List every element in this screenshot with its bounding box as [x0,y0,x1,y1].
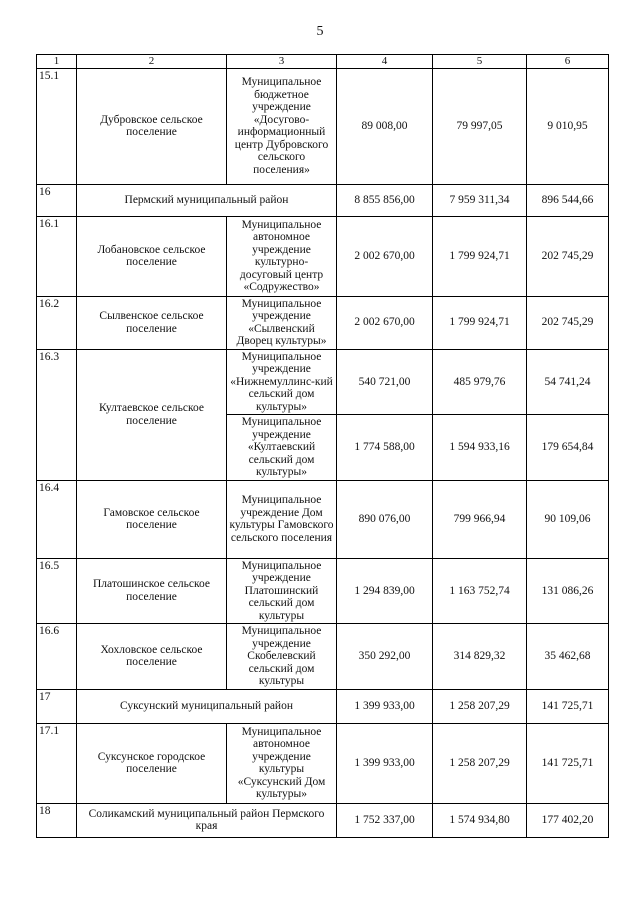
amount-col4: 1 399 933,00 [337,723,433,803]
amount-col6: 202 745,29 [527,216,609,296]
amount-col5: 485 979,76 [433,349,527,415]
page-number: 5 [316,24,324,39]
institution-name: Муниципальное бюджетное учреждение «Досугово-информационный центр Дубровского сельского поселения» [227,68,337,184]
column-number-row [37,55,609,69]
district-name: Пермский муниципальный район [77,184,337,216]
settlement-name: Хохловское сельское поселение [77,624,227,690]
amount-col6: 90 109,06 [527,480,609,558]
row-number: 16.1 [37,216,77,296]
institution-name: Муниципальное учреждение «Сылвенский Дворец культуры» [227,296,337,349]
table-row [37,624,609,690]
amount-col5: 79 997,05 [433,68,527,184]
amount-col4: 2 002 670,00 [337,216,433,296]
column-header: 3 [227,55,337,69]
amount-col5: 1 574 934,80 [433,803,527,837]
amount-col6: 179 654,84 [527,415,609,481]
amount-col4: 89 008,00 [337,68,433,184]
table-row [37,480,609,558]
settlement-name: Суксунское городское поселение [77,723,227,803]
row-number: 16.4 [37,480,77,558]
amount-col5: 7 959 311,34 [433,184,527,216]
amount-col4: 2 002 670,00 [337,296,433,349]
amount-col4: 1 294 839,00 [337,558,433,624]
amount-col5: 314 829,32 [433,624,527,690]
column-header: 6 [527,55,609,69]
amount-col6: 141 725,71 [527,723,609,803]
amount-col6: 35 462,68 [527,624,609,690]
row-number: 16.3 [37,349,77,480]
institution-name: Муниципальное учреждение «Нижнемуллинс-кий сельский дом культуры» [227,349,337,415]
amount-col5: 1 163 752,74 [433,558,527,624]
district-name: Суксунский муниципальный район [77,689,337,723]
amount-col4: 8 855 856,00 [337,184,433,216]
table-row [37,723,609,803]
settlement-name: Дубровское сельское поселение [77,68,227,184]
amount-col6: 141 725,71 [527,689,609,723]
amount-col5: 1 594 933,16 [433,415,527,481]
row-number: 16.2 [37,296,77,349]
amount-col5: 1 258 207,29 [433,689,527,723]
institution-name: Муниципальное учреждение Скобелевский сельский дом культуры [227,624,337,690]
amount-col4: 890 076,00 [337,480,433,558]
amount-col6: 202 745,29 [527,296,609,349]
institution-name: Муниципальное учреждение Платошинский сельский дом культуры [227,558,337,624]
column-header: 1 [37,55,77,69]
amount-col4: 540 721,00 [337,349,433,415]
settlement-name: Платошинское сельское поселение [77,558,227,624]
amount-col4: 1 752 337,00 [337,803,433,837]
table-row [37,558,609,624]
amount-col5: 1 799 924,71 [433,296,527,349]
row-number: 16.6 [37,624,77,690]
table-row [37,184,609,216]
table-row [37,803,609,837]
row-number: 15.1 [37,68,77,184]
settlement-name: Лобановское сельское поселение [77,216,227,296]
amount-col5: 799 966,94 [433,480,527,558]
column-header: 4 [337,55,433,69]
amount-col4: 350 292,00 [337,624,433,690]
allocation-table [36,54,609,838]
amount-col5: 1 258 207,29 [433,723,527,803]
row-number: 16 [37,184,77,216]
row-number: 17.1 [37,723,77,803]
institution-name: Муниципальное автономное учреждение культурно-досуговый центр «Содружество» [227,216,337,296]
amount-col5: 1 799 924,71 [433,216,527,296]
table-row [37,68,609,184]
row-number: 18 [37,803,77,837]
amount-col6: 177 402,20 [527,803,609,837]
table-row [37,689,609,723]
settlement-name: Култаевское сельское поселение [77,349,227,480]
row-number: 16.5 [37,558,77,624]
amount-col4: 1 774 588,00 [337,415,433,481]
amount-col6: 131 086,26 [527,558,609,624]
table-row [37,349,609,415]
institution-name: Муниципальное учреждение «Култаевский сельский дом культуры» [227,415,337,481]
amount-col6: 9 010,95 [527,68,609,184]
settlement-name: Гамовское сельское поселение [77,480,227,558]
institution-name: Муниципальное автономное учреждение культуры «Суксунский Дом культуры» [227,723,337,803]
amount-col6: 54 741,24 [527,349,609,415]
row-number: 17 [37,689,77,723]
institution-name: Муниципальное учреждение Дом культуры Гамовского сельского поселения [227,480,337,558]
settlement-name: Сылвенское сельское поселение [77,296,227,349]
column-header: 5 [433,55,527,69]
amount-col4: 1 399 933,00 [337,689,433,723]
amount-col6: 896 544,66 [527,184,609,216]
table-row [37,216,609,296]
district-name: Соликамский муниципальный район Пермского края [77,803,337,837]
column-header: 2 [77,55,227,69]
table-row [37,296,609,349]
